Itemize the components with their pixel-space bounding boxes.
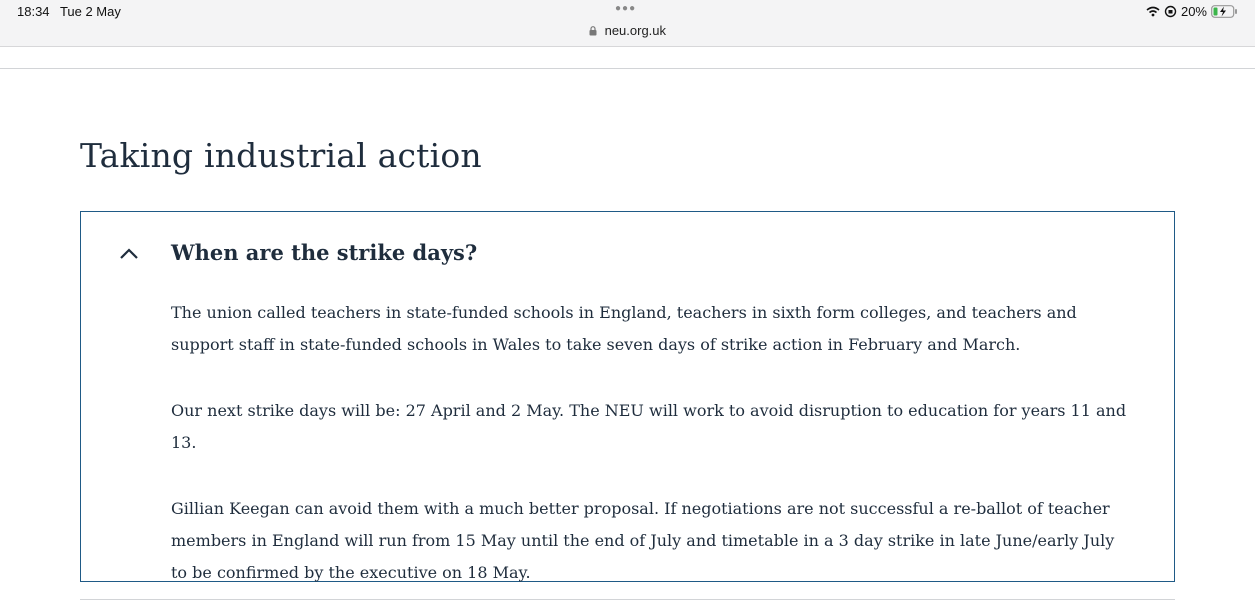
orientation-lock-icon bbox=[1164, 5, 1177, 18]
battery-percent: 20% bbox=[1180, 4, 1207, 19]
multitasking-dots-icon[interactable]: ●●● bbox=[615, 3, 637, 14]
battery-charging-icon bbox=[1211, 5, 1239, 18]
accordion-content bbox=[171, 297, 1131, 589]
accordion-title[interactable]: When are the strike days? bbox=[171, 240, 478, 265]
status-date: Tue 2 May bbox=[59, 4, 121, 19]
page-title: Taking industrial action bbox=[80, 136, 482, 175]
status-indicators bbox=[1142, 4, 1239, 19]
accordion-strike-days bbox=[80, 211, 1175, 582]
paragraph-next-strike-days: Our next strike days will be: 27 April and 2 May. The NEU will work to avoid disruption to education for years 11 and 13. bbox=[171, 401, 1127, 452]
paragraph-strike-action: The union called teachers in state-funded schools in England, teachers in sixth form colleges, and teachers and support staff in state-funded schools in Wales to take seven days of strike action in February and March. bbox=[171, 303, 1077, 354]
chevron-up-icon[interactable] bbox=[119, 247, 139, 265]
lock-icon bbox=[589, 24, 597, 39]
paragraph-negotiations: Gillian Keegan can avoid them with a much better proposal. If negotiations are not successful a re-ballot of teacher members in England will run from 15 May until the end of July and timetable in a 3 day strike in late June/early July to be confirmed by the executive on 18 May. bbox=[171, 499, 1115, 582]
status-time-date bbox=[17, 4, 128, 19]
status-time: 18:34 bbox=[17, 4, 50, 19]
header-divider bbox=[0, 68, 1255, 69]
wifi-icon bbox=[1146, 6, 1160, 17]
status-bar bbox=[0, 0, 1255, 47]
address-bar[interactable] bbox=[0, 23, 1255, 39]
url-text: neu.org.uk bbox=[604, 23, 667, 38]
